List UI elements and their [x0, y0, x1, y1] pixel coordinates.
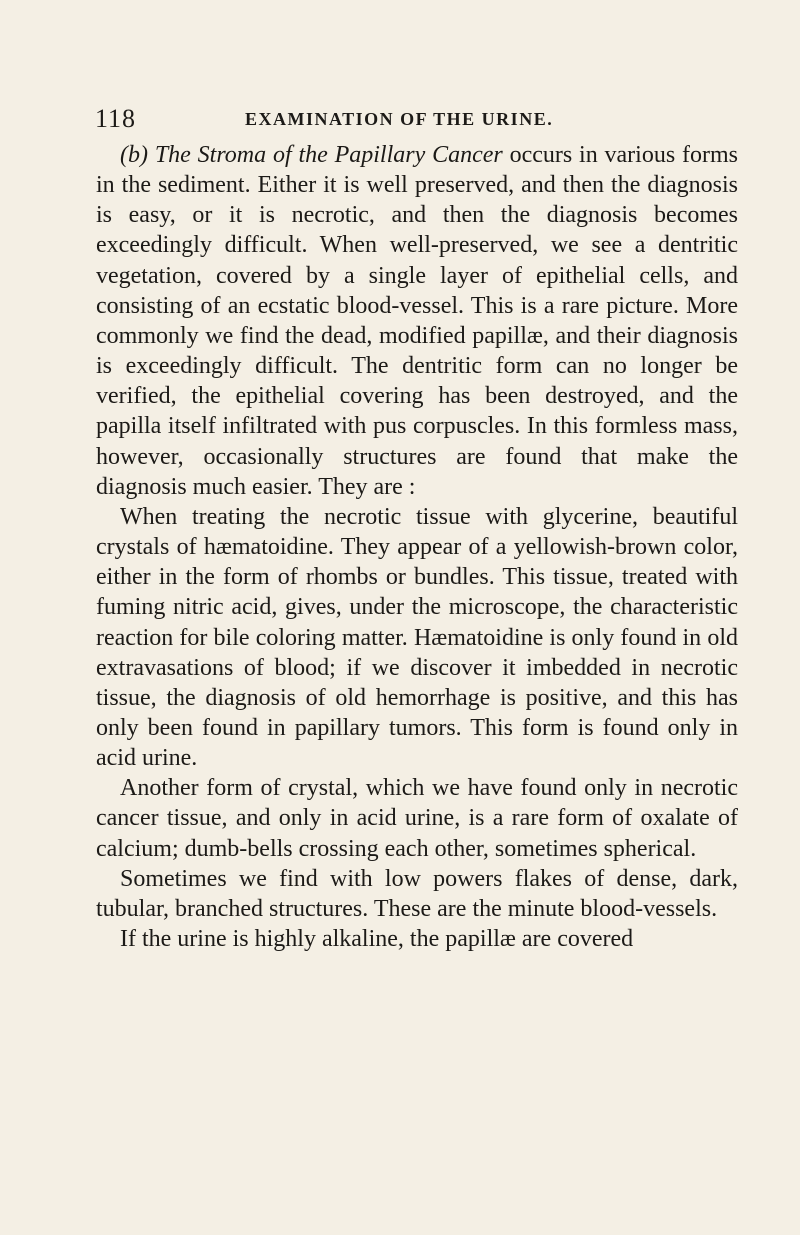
page-number: 118 — [95, 104, 137, 133]
page-header — [95, 104, 725, 144]
paragraph-haematoidine: When treating the necrotic tissue with glycerine, beautiful crystals of hæmatoidine. They appear of a yellowish-brown color, either in the form of rhombs or bundles. This tissue, treated with fuming nitric acid, gives, under the microscope, the characteristic reaction for bile coloring matter. Hæmatoidine is only found in old extravasations of blood; if we discover it imbedded in necrotic tissue, the diagnosis of old hemorrhage is positive, and this has only been found in papillary tumors. This form is found only in acid urine. — [96, 503, 738, 772]
body-text — [96, 140, 738, 954]
paragraph-stroma — [96, 140, 738, 502]
paragraph-alkaline: If the urine is highly alkaline, the papillæ are covered — [120, 926, 634, 953]
section-title: The Stroma of the Papillary Cancer — [154, 142, 503, 168]
paragraph-text: occurs in various forms in the sediment. Either it is well preserved, and then the diagnosis is easy, or it is necrotic, and then the diagnosis becomes exceedingly difficult. When well-preserved, we see a dentritic vegetation, covered by a single layer of epithelial cells, and consisting of an ecstatic blood-vessel. This is a rare picture. More commonly we find the dead, modified papillæ, and their diagnosis is exceedingly difficult. The dentritic form can no longer be verified, the epithelial covering has been destroyed, and the papilla itself infiltrated with pus corpuscles. In this formless mass, however, occasionally structures are found that make the diagnosis much easier. They are : — [96, 142, 739, 500]
running-head: EXAMINATION OF THE URINE. — [245, 109, 554, 129]
section-label: (b) — [120, 142, 148, 168]
paragraph-blood-vessels: Sometimes we find with low powers flakes of dense, dark, tubular, branched structures. These are the minute blood-vessels. — [96, 865, 738, 922]
paragraph-oxalate: Another form of crystal, which we have found only in necrotic cancer tissue, and only in acid urine, is a rare form of oxalate of calcium; dumb-bells crossing each other, sometimes spherical. — [96, 775, 738, 862]
